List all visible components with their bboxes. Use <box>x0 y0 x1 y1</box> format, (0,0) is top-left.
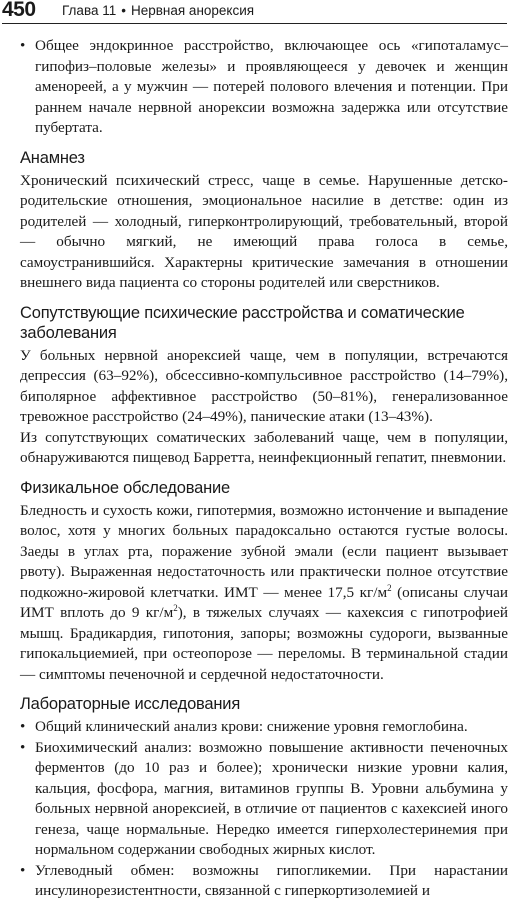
bullet-icon: • <box>20 718 26 735</box>
anamnesis-paragraph: Хронический психический стресс, чаще в семье. Нарушенные детско-родительские отношения, эмоциональное насилие в детстве: один из родителей — холодный, гиперконтролирующий, требовательный, второй — обычно мягкий, не имеющий права голоса в семье, самоустранившийся. Характерны критические замечания в отношении внешнего вида пациента со стороны родителей или сверстников. <box>20 171 508 291</box>
chapter-title: Нервная анорексия <box>130 3 255 18</box>
list-item-text: Общий клинический анализ крови: снижение уровня гемоглобина. <box>35 718 468 735</box>
list-item-text: Биохимический анализ: возможно повышение активности печеночных ферментов (до 10 раз и более); хронически низкие уровни калия, кальция, фосфора, магния, витаминов группы B. Уровни альбумина у больных нервной анорексией, в отличие от пациентов с кахексией иного генеза, чаще нормальные. Нередко имеется гиперхолестеринемия при нормальном содержании свободных жирных кислот. <box>35 738 508 858</box>
running-head <box>62 3 254 18</box>
list-item <box>20 717 508 738</box>
comorbid-paragraph-2: Из сопутствующих соматических заболеваний чаще, чем в популяции, обнаруживаются пищевод Барретта, неинфекционный гепатит, пневмонии. <box>20 428 508 466</box>
bullet-icon: • <box>20 738 26 756</box>
physical-text-b: (описаны случаи ИМТ вплоть до 9 кг/м <box>20 583 508 621</box>
labs-list <box>20 717 508 902</box>
list-item-text: Углеводный обмен: возможны гипогликемии. При нарастании инсулинорезистентности, связанной с гиперкортизолемией и <box>35 861 508 899</box>
intro-list <box>20 36 508 139</box>
bullet-icon: • <box>20 37 26 54</box>
page-number: 450 <box>2 0 36 21</box>
comorbid-paragraph-1: У больных нервной анорексией чаще, чем в популяции, встречаются депрессия (63–92%), обсессивно-компульсивное расстройство (14–79%), биполярное аффективное расстройство (50–81%), генерализованное тревожное расстройство (24–49%), панические атаки (13–43%). <box>20 346 508 425</box>
chapter-label: Глава 11 <box>62 3 117 18</box>
physical-paragraph <box>20 501 508 686</box>
section-heading-comorbid: Сопутствующие психические расстройства и соматические заболевания <box>20 303 465 342</box>
physical-text-c: ), в тяжелых случаях — кахексия с гипотрофией мышц. Брадикардия, гипотония, запоры; возможны судороги, вызванные гипокальциемией, при остеопорозе — переломы. В терминальной стадии — симптомы печеночной и сердечной недостаточности. <box>20 604 508 683</box>
page-body <box>20 36 508 902</box>
section-heading-anamnesis: Анамнез <box>20 148 85 167</box>
list-item <box>20 738 508 861</box>
physical-text-a: Бледность и сухость кожи, гипотермия, возможно истончение и выпадение волос, хотя у многих больных парадоксально остаются густые волосы. Заеды в углах рта, поражение зубной эмали (если пациент вызывает рвоту). Выраженная недостаточность или практически полное отсутствие подкожно-жировой клетчатки. ИМТ — менее 17,5 кг/м <box>20 501 508 601</box>
separator-bullet: • <box>121 3 126 18</box>
page-header <box>2 0 507 24</box>
header-rule <box>2 23 507 24</box>
list-item-text: Общее эндокринное расстройство, включающее ось «гипоталамус–гипофиз–половые железы» и проявляющееся у девочек и женщин аменореей, а у мужчин — потерей полового влечения и потенции. При раннем начале нервной анорексии возможна задержка или отсутствие пубертата. <box>35 37 508 136</box>
superscript-2: 2 <box>173 602 178 613</box>
bullet-icon: • <box>20 861 26 879</box>
section-heading-physical: Физикальное обследование <box>20 478 230 497</box>
section-heading-labs: Лабораторные исследования <box>20 695 241 713</box>
superscript-2: 2 <box>387 582 392 593</box>
list-item <box>20 36 508 139</box>
